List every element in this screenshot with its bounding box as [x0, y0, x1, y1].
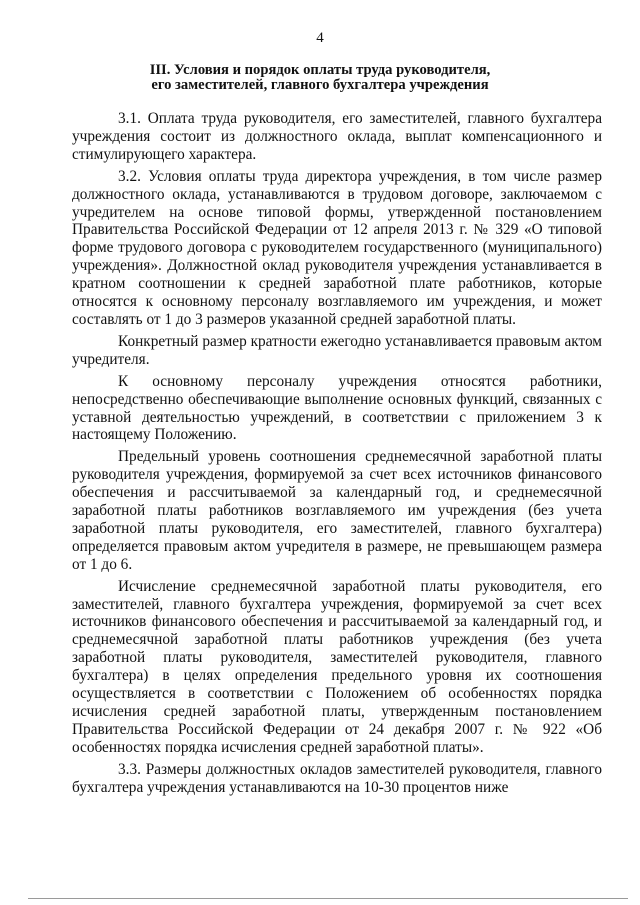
- paragraph-calculation: Исчисление среднемесячной заработной платы руководителя, его заместителей, главного бухгалтера учреждения, формируемой за счет всех источников финансового обеспечения и рассчитываемой за календарный год, и среднемесячной заработной платы работников учреждения (без учета заработной платы руководителя, заместителей руководителя, главного бухгалтера) в целях определения предельного уровня их соотношения осуществляется в соответствии с Положением об особенностях порядка исчисления средней заработной платы, утвержденным постановлением Правительства Российской Федерации от 24 декабря 2007 г. № 922 «Об особенностях порядка исчисления средней заработной платы».: [72, 577, 602, 756]
- page-number: 4: [316, 30, 324, 46]
- page-bottom-edge: [28, 898, 628, 899]
- paragraph-main-staff: К основному персоналу учреждения относятся работники, непосредственно обеспечивающие выполнение основных функций, связанных с уставной деятельностью учреждений, в соответствии с приложением 3 к настоящему Положению.: [72, 372, 602, 444]
- paragraph-ratio-limit: Предельный уровень соотношения среднемесячной заработной платы руководителя учреждения, формируемой за счет всех источников финансового обеспечения и рассчитываемой за календарный год, и среднемесячной заработной платы работников возглавляемого им учреждения (без учета заработной платы руководителя, его заместителей, главного бухгалтера) определяется правовым актом учредителя в размере, не превышающем размера от 1 до 6.: [72, 448, 602, 573]
- section-heading: [120, 63, 520, 93]
- paragraph-multiplicity: Конкретный размер кратности ежегодно устанавливается правовым актом учредителя.: [72, 332, 602, 368]
- paragraph-3-2: 3.2. Условия оплаты труда директора учреждения, в том числе размер должностного оклада, устанавливаются в трудовом договоре, заключаемом с учредителем на основе типовой формы, утвержденной постановлением Правительства Российской Федерации от 12 апреля 2013 г. № 329 «О типовой форме трудового договора с руководителем государственного (муниципального) учреждения». Должностной оклад руководителя учреждения устанавливается в кратном соотношении к средней заработной плате работников, которые относятся к основному персоналу возглавляемого им учреждения, и может составлять от 1 до 3 размеров указанной средней заработной платы.: [72, 167, 602, 328]
- paragraph-3-1: 3.1. Оплата труда руководителя, его заместителей, главного бухгалтера учреждения состоит из должностного оклада, выплат компенсационного и стимулирующего характера.: [72, 110, 602, 163]
- body-text: [72, 110, 602, 797]
- section-heading-line-1: III. Условия и порядок оплаты труда руководителя,: [149, 62, 491, 78]
- section-heading-line-2: его заместителей, главного бухгалтера учреждения: [151, 77, 489, 93]
- paragraph-3-3: 3.3. Размеры должностных окладов заместителей руководителя, главного бухгалтера учреждения устанавливаются на 10-30 процентов ниже: [72, 760, 602, 796]
